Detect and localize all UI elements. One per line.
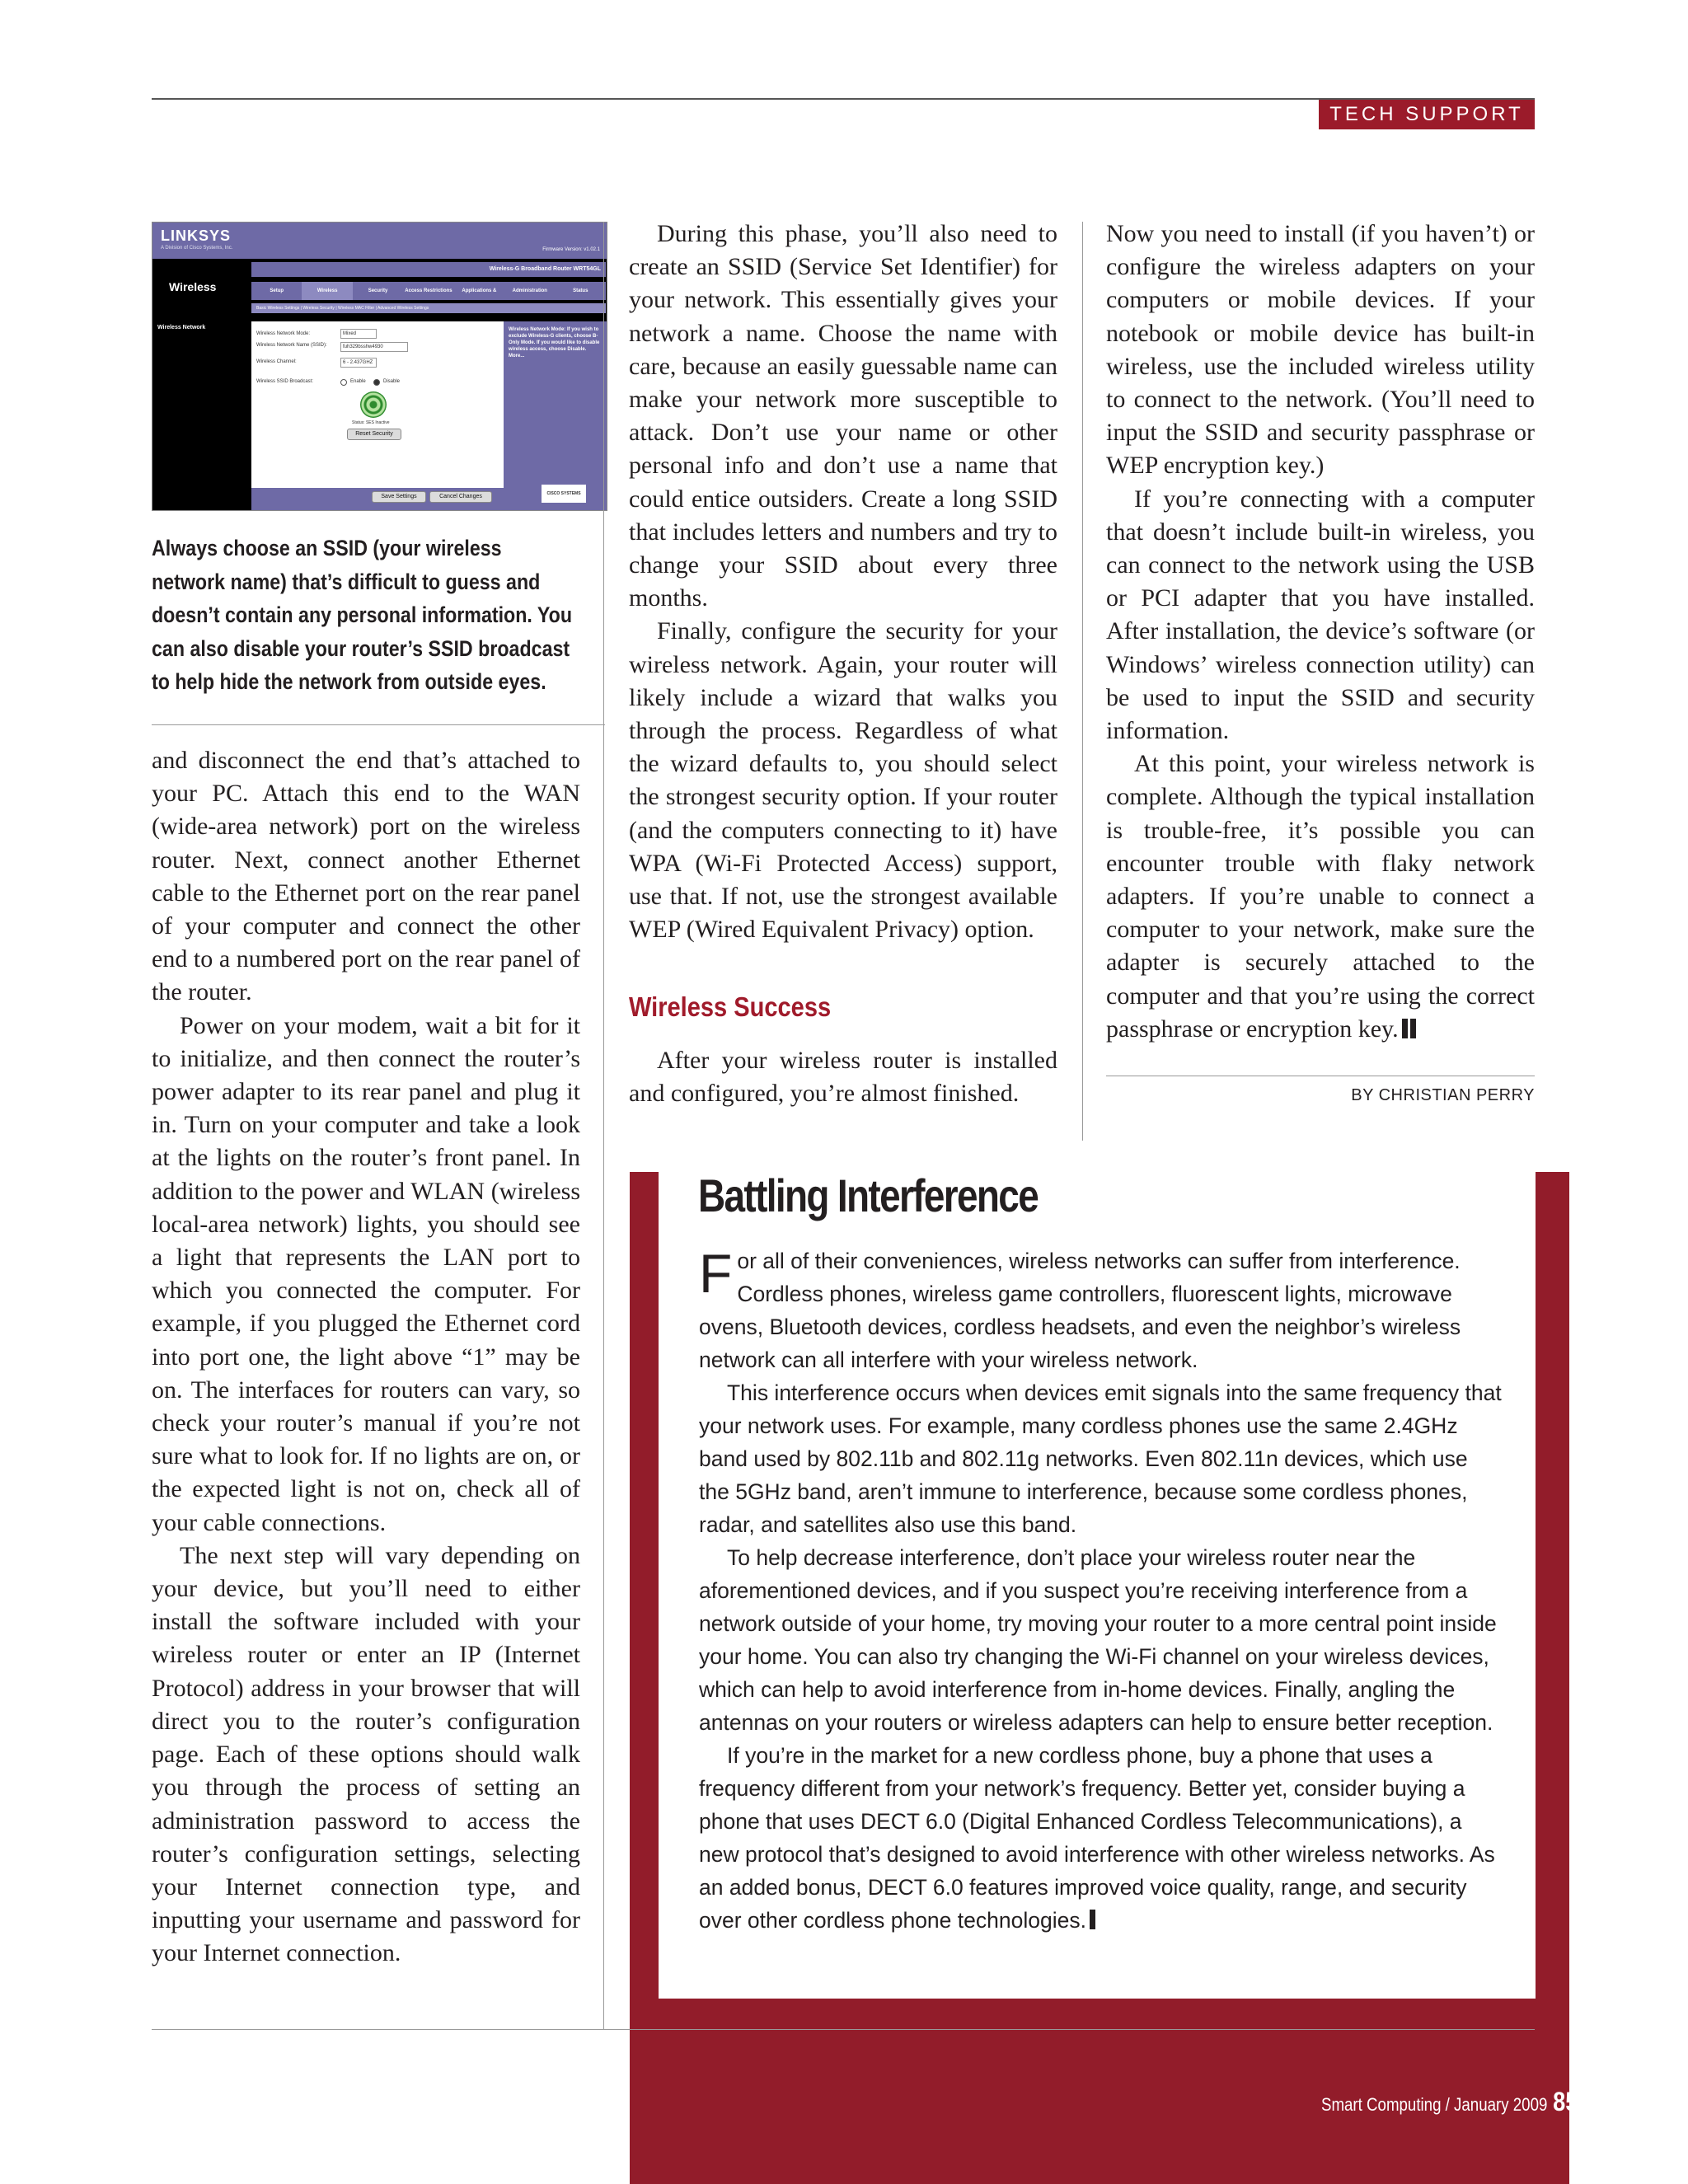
- left-nav-label: Wireless Network: [157, 325, 206, 330]
- tab-access-restrictions[interactable]: Access Restrictions: [405, 288, 452, 293]
- col1-para-2: Power on your modem, wait a bit for it to initialize, and then connect the router’s power adapter to its rear panel and plug it in. Turn on your computer and take a look at the lights on the router’s front panel. In addition to the power and WLAN (wireless local-area network) lights, you should see a light that represents the LAN port to which you connected the computer. For example, if you plugged the Ethernet cord into port one, the light above “1” may be on. The interfaces for routers can vary, so check your router’s manual if you’re not sure what to look for. If no lights are on, or the expected light is not on, check all of your cable connections.: [152, 1011, 580, 1536]
- reset-security-button[interactable]: Reset Security: [347, 429, 401, 440]
- col3-para-1: Now you need to install (if you haven’t) or configure the wireless adapters on your computers or mobile devices. If your notebook or mobile device has built-in wireless, use the included wireless utility to connect to the network. (You’ll need to input the SSID and security passphrase or WEP encryption key.): [1106, 220, 1535, 480]
- cisco-logo: CISCO SYSTEMS: [542, 485, 586, 503]
- tab-setup[interactable]: Setup: [270, 288, 284, 293]
- column-1: [152, 744, 580, 1971]
- col2-para-2: Finally, configure the security for your wireless network. Again, your router will likely include a wizard that walks you through the process. Regardless of what the wizard defaults to, you should select the strongest security option. If your router (and the computers connecting to it) have WPA (Wi-Fi Protected Access) support, use that. If not, use the strongest available WEP (Wired Equivalent Privacy) option.: [629, 617, 1057, 944]
- col1-para-1: and disconnect the end that’s attached to your PC. Attach this end to the WAN (wide-area network) port on the wireless router. Next, connect another Ethernet cable to the Ethernet port on the rear panel of your computer and connect the other end to a numbered port on the rear panel of the router.: [152, 747, 580, 1006]
- sidebar-title: Battling Interference: [698, 1169, 1039, 1221]
- byline: BY CHRISTIAN PERRY: [1351, 1086, 1535, 1104]
- disable-label: Disable: [383, 379, 401, 384]
- cancel-changes-button[interactable]: Cancel Changes: [429, 491, 492, 503]
- broadcast-label: Wireless SSID Broadcast:: [256, 379, 314, 384]
- end-mark-icon: [1402, 1019, 1408, 1038]
- column-3: [1106, 218, 1535, 1046]
- page-folio: [1321, 2087, 1578, 2117]
- column-divider-2: [1082, 222, 1083, 1141]
- linksys-logo: LINKSYS: [161, 227, 232, 244]
- col2-para-3: After your wireless router is installed and configured, you’re almost finished.: [629, 1046, 1057, 1107]
- broadcast-disable-radio[interactable]: [373, 379, 380, 386]
- mode-label: Wireless Network Mode:: [256, 331, 311, 336]
- sidebar-para-2: This interference occurs when devices emit signals into the same frequency that your network uses. For example, many cordless phones use the same 2.4GHz band used by 802.11b and 802.11g networks. Even 802.11n devices, which use the 5GHz band, aren’t immune to interference, because some cordless phones, radar, and satellites also use this band.: [699, 1380, 1502, 1537]
- router-section-title: Wireless: [169, 280, 217, 293]
- channel-select[interactable]: 6 - 2.437GHZ: [340, 358, 377, 368]
- caption-rule: [152, 724, 605, 725]
- sidebar-end-mark-icon: [1090, 1910, 1095, 1929]
- help-text: Wireless Network Mode: If you wish to exclude Wireless-G clients, choose B-Only Mode. If you would like to disable wireless access, choose Disable. More...: [509, 327, 600, 359]
- ses-status: Status: SES Inactive: [352, 420, 390, 425]
- firmware-version: Firmware Version: v1.02.1: [542, 247, 600, 252]
- router-product-name: Wireless-G Broadband Router WRT54GL: [251, 262, 606, 277]
- section-tag: TECH SUPPORT: [1319, 100, 1535, 129]
- sidebar-para-1-text: or all of their conveniences, wireless networks can suffer from interference. Cordless phones, wireless game controllers, fluorescent lights, microwave ovens, Bluetooth devices, cordless headsets, and even the neighbor’s wireless network can all interfere with your wireless network.: [699, 1249, 1461, 1372]
- help-panel: [504, 321, 607, 510]
- sidebar-para-4: [699, 1739, 1503, 1937]
- sidebar-body: [699, 1244, 1503, 1937]
- subhead-wireless-success: Wireless Success: [629, 991, 832, 1023]
- ses-wifi-icon[interactable]: [360, 391, 387, 418]
- ssid-label: Wireless Network Name (SSID):: [256, 343, 327, 348]
- router-left-nav: [152, 321, 251, 510]
- enable-label: Enable: [350, 379, 366, 384]
- channel-label: Wireless Channel:: [256, 359, 297, 364]
- broadcast-enable-radio[interactable]: [340, 379, 347, 386]
- sidebar-para-1: [699, 1244, 1503, 1376]
- col3-para-3-text: At this point, your wireless network is complete. Although the typical installation is trouble-free, it’s possible you can encounter trouble with flaky network adapters. If you’re unable to connect a computer to your network, make sure the adapter is securely attached to the computer and that you’re using the correct passphrase or encryption key.: [1106, 750, 1535, 1043]
- logo-subtitle: A Division of Cisco Systems, Inc.: [161, 246, 233, 251]
- tab-status[interactable]: Status: [573, 288, 588, 293]
- sidebar-para-3: To help decrease interference, don’t place your wireless router near the aforementioned devices, and if you suspect you’re receiving interference from a network outside of your home, try moving your router to a more central point inside your home. You can also try changing the Wi-Fi channel on your wireless devices, which can help to avoid interference from in-home devices. Finally, angling the antennas on your routers or wireless adapters can help to ensure better reception.: [699, 1545, 1497, 1735]
- sidebar-para-4-text: If you’re in the market for a new cordless phone, buy a phone that uses a frequency different from your network’s frequency. Better yet, consider buying a phone that uses DECT 6.0 (Digital Enhanced Cordless Telecommunications), a new protocol that’s designed to avoid interference with other wireless networks. As an added bonus, DECT 6.0 features improved voice quality, range, and security over other cordless phone technologies.: [699, 1743, 1495, 1933]
- footer-rule: [152, 2029, 1535, 2030]
- save-settings-button[interactable]: Save Settings: [372, 491, 426, 503]
- end-mark-icon-2: [1410, 1019, 1416, 1038]
- tab-administration[interactable]: Administration: [512, 288, 547, 293]
- router-topbar: [152, 223, 607, 259]
- tab-security[interactable]: Security: [368, 288, 388, 293]
- column-divider-1: [603, 222, 604, 2029]
- publication-date: Smart Computing / January 2009: [1320, 2094, 1547, 2115]
- tab-applications-gaming[interactable]: Applications &: [462, 288, 497, 293]
- router-subtabs[interactable]: Basic Wireless Settings | Wireless Security | Wireless MAC Filter | Advanced Wireless Settings: [251, 303, 606, 313]
- drop-cap: F: [699, 1243, 733, 1304]
- mode-select[interactable]: Mixed: [340, 329, 377, 339]
- page-number: 85: [1552, 2087, 1578, 2116]
- router-tabs: [251, 282, 606, 300]
- column-2: [629, 218, 1057, 1110]
- figure-caption: Always choose an SSID (your wireless network name) that’s difficult to guess and doesn’t contain any personal information. You can also disable your router’s SSID broadcast to help hide the network from outside eyes.: [152, 536, 573, 694]
- col3-para-3: [1106, 748, 1535, 1046]
- col3-para-2: If you’re connecting with a computer that doesn’t include built-in wireless, you can connect to the network using the USB or PCI adapter that you have installed. After installation, the device’s software (or Windows’ wireless connection utility) can be used to input the SSID and security information.: [1106, 485, 1535, 745]
- col2-para-1: During this phase, you’ll also need to create an SSID (Service Set Identifier) for your network. This essentially gives your network a name. Choose the name with care, because an easily guessable name can make your network more susceptible to attack. Don’t use your name or other personal info and don’t use a name that could entice outsiders. Create a long SSID that includes letters and numbers and try to change your SSID about every three months.: [629, 220, 1057, 612]
- tab-wireless[interactable]: Wireless: [302, 282, 352, 300]
- ssid-input[interactable]: fuh329bsshw4930: [340, 342, 408, 352]
- col1-para-3: The next step will vary depending on your device, but you’ll need to either install the software included with your wireless router or enter an IP (Internet Protocol) address in your browser that will direct you to the router’s configuration page. Each of these options should walk you through the process of setting an administration password to access the router’s configuration settings, selecting your Internet connection type, and inputting your username and password for your Internet connection.: [152, 1541, 580, 1967]
- router-screenshot: [152, 222, 607, 511]
